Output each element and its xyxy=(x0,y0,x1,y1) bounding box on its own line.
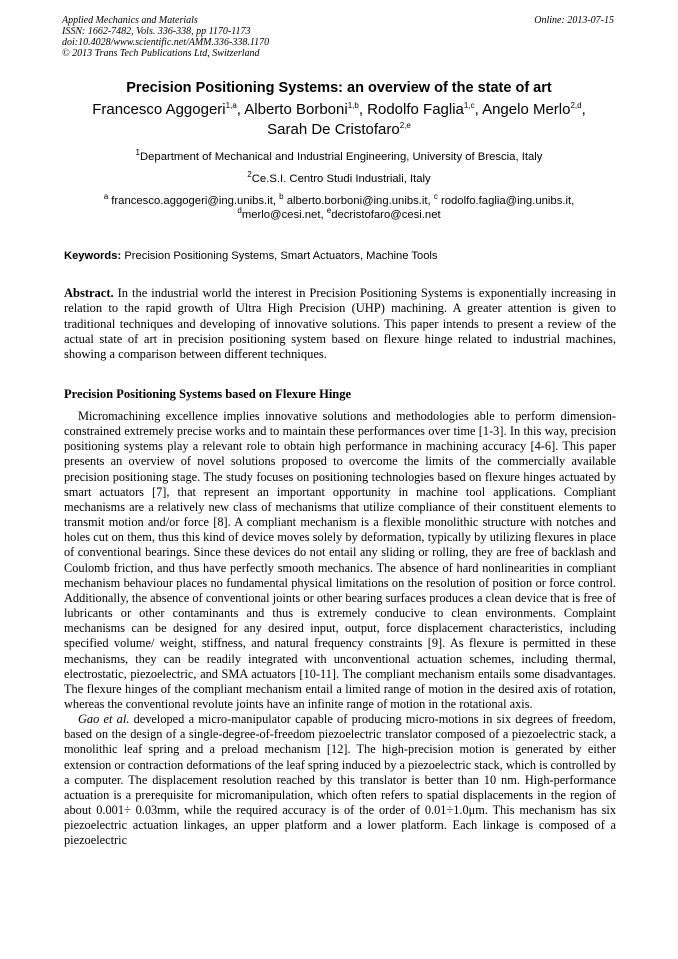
affiliation-1 xyxy=(40,150,638,164)
email-link[interactable]: decristofaro@cesi.net xyxy=(331,209,441,221)
keywords-text: Precision Positioning Systems, Smart Actuators, Machine Tools xyxy=(124,250,438,262)
doi-line: doi:10.4028/www.scientific.net/AMM.336-338.1170 xyxy=(62,37,270,48)
email-link[interactable]: merlo@cesi.net, xyxy=(241,209,324,221)
email-mark: e xyxy=(326,206,332,216)
author-name: Alberto Borboni xyxy=(244,101,348,118)
author-name: Sarah De Cristofaro xyxy=(267,121,400,138)
body-text xyxy=(64,409,616,849)
affil-mark: 2 xyxy=(247,170,252,180)
author-affil-mark: 1,b xyxy=(347,101,359,110)
paragraph: Micromachining excellence implies innovative solutions and methodologies able to perform dimension-constrained extremely precise works and to maintain these performances over time [1-3]. In this way, precision positioning systems play a relevant role to obtain high performance in machining accuracy [4-6]. This paper presents an overview of novel solutions proposed to overcome the limits of the commercially available precision positioning stage. The study focuses on positioning technologies based on flexure hinges actuated by smart actuators [7], that represent an important opportunity in machine tool applications. Compliant mechanisms are a relatively new class of mechanisms that utilize compliance of their constituent elements to transmit motion and/or force [8]. A compliant mechanism is a flexible monolithic structure with notches and holes cut on them, thus this kind of device moves solely by deformation, typically by utilizing flexures in place of conventional bearings. Since these devices do not entail any sliding or rolling, they are free of backlash and Coulomb friction, and thus have perfectly smooth mechanics. The absence of hard nonlinearities in compliant mechanism behaviour places no fundamental physical limitations on the resolution of position or force control. Additionally, the absence of conventional joints or other bearing surfaces produces a clean device that is free of lubricants or other contaminants and thus is extremely conducive to clean environments. Complaint mechanisms can be designed for any desired input, output, force displacement characteristics, including specified volume/ weight, stiffness, and natural frequency constraints [9]. As flexure is permitted in these mechanisms, they can be readily integrated with unconventional actuation schemes, including thermal, electrostatic, piezoelectric, and SMA actuators [10-11]. The compliant mechanism entails some disadvantages. The flexure hinges of the compliant mechanism entail a limited range of motion in the desired axis of rotation, whereas the conventional revolute joints have an infinite range of motion in the rotational axis. xyxy=(64,409,616,711)
abstract xyxy=(64,286,616,362)
email-link[interactable]: alberto.borboni@ing.unibs.it, xyxy=(286,195,431,207)
author-list: Francesco Aggogeri$^{1,a}$, Alberto Borboni$^{1,b}$, Rodolfo Faglia$^{1,c}$, Angelo Merlo$^{2,d}$, Sarah De Cristofaro$^{2,e}$ xyxy=(92,101,586,138)
journal-header xyxy=(62,15,618,59)
copyright-line: © 2013 Trans Tech Publications Ltd, Switzerland xyxy=(62,48,260,59)
paragraph xyxy=(64,712,616,848)
paragraph-text: developed a micro-manipulator capable of producing micro-motions in six degrees of freedom, based on the design of a single-degree-of-freedom piezoelectric translator composed of a piezoelectric stack, a monolithic leaf spring and a preload mechanism [12]. The high-precision motion is generated by either extension or contraction deformations of the leaf spring induced by a piezoelectric stack, which is controlled by a computer. The displacement resolution reached by this translator is better than 10 nm. High-performance actuation is a prerequisite for micromanipulation, which often refers to spatial displacements in the region of about 0.001÷ 0.03mm, while the required accuracy is of the order of 0.01÷1.0μm. This mechanism has six piezoelectric actuation linkages, an upper platform and a lower platform. Each linkage is composed of a piezoelectric xyxy=(64,712,616,848)
author-affil-mark: 2,e xyxy=(399,121,411,130)
paper-title: Precision Positioning Systems: an overview of the state of art xyxy=(126,80,552,96)
email-mark: a xyxy=(103,192,109,202)
abstract-text: In the industrial world the interest in Precision Positioning Systems is exponentially increasing in relation to the rapid growth of Ultra High Precision (UHP) machining. A greater attention is given to traditional techniques and developing of innovative solutions. This paper intends to present a review of the actual state of art in precision positioning system based on flexure hinge related to industrial machines, showing a comparison between different techniques. xyxy=(64,286,617,362)
author-affil-mark: 2,d xyxy=(570,101,582,110)
journal-name: Applied Mechanics and Materials xyxy=(62,15,198,26)
author-affil-mark: 1,c xyxy=(463,101,475,110)
email-link[interactable]: francesco.aggogeri@ing.unibs.it, xyxy=(111,195,276,207)
affil-mark: 1 xyxy=(135,148,140,158)
section-heading: Precision Positioning Systems based on Flexure Hinge xyxy=(64,387,352,401)
affiliation-2 xyxy=(40,172,638,186)
affil-text: Department of Mechanical and Industrial Engineering, University of Brescia, Italy xyxy=(139,151,543,163)
author-reference: Gao et al. xyxy=(78,712,130,727)
author-affil-mark: 1,a xyxy=(225,101,237,110)
keywords xyxy=(64,250,624,262)
email-mark: c xyxy=(433,192,438,202)
author-name: Angelo Merlo xyxy=(482,101,571,118)
email-mark: d xyxy=(237,206,242,216)
affil-text: Ce.S.I. Centro Studi Industriali, Italy xyxy=(251,173,431,185)
online-date: Online: 2013-07-15 xyxy=(534,15,614,26)
email-mark: b xyxy=(279,192,284,202)
keywords-label: Keywords: xyxy=(64,250,122,262)
abstract-label: Abstract. xyxy=(64,286,114,300)
author-name: Rodolfo Faglia xyxy=(367,101,464,118)
issn-line: ISSN: 1662-7482, Vols. 336-338, pp 1170-1173 xyxy=(62,26,251,37)
email-link[interactable]: rodolfo.faglia@ing.unibs.it, xyxy=(440,195,575,207)
author-name: Francesco Aggogeri xyxy=(92,101,226,118)
author-emails xyxy=(40,194,638,222)
